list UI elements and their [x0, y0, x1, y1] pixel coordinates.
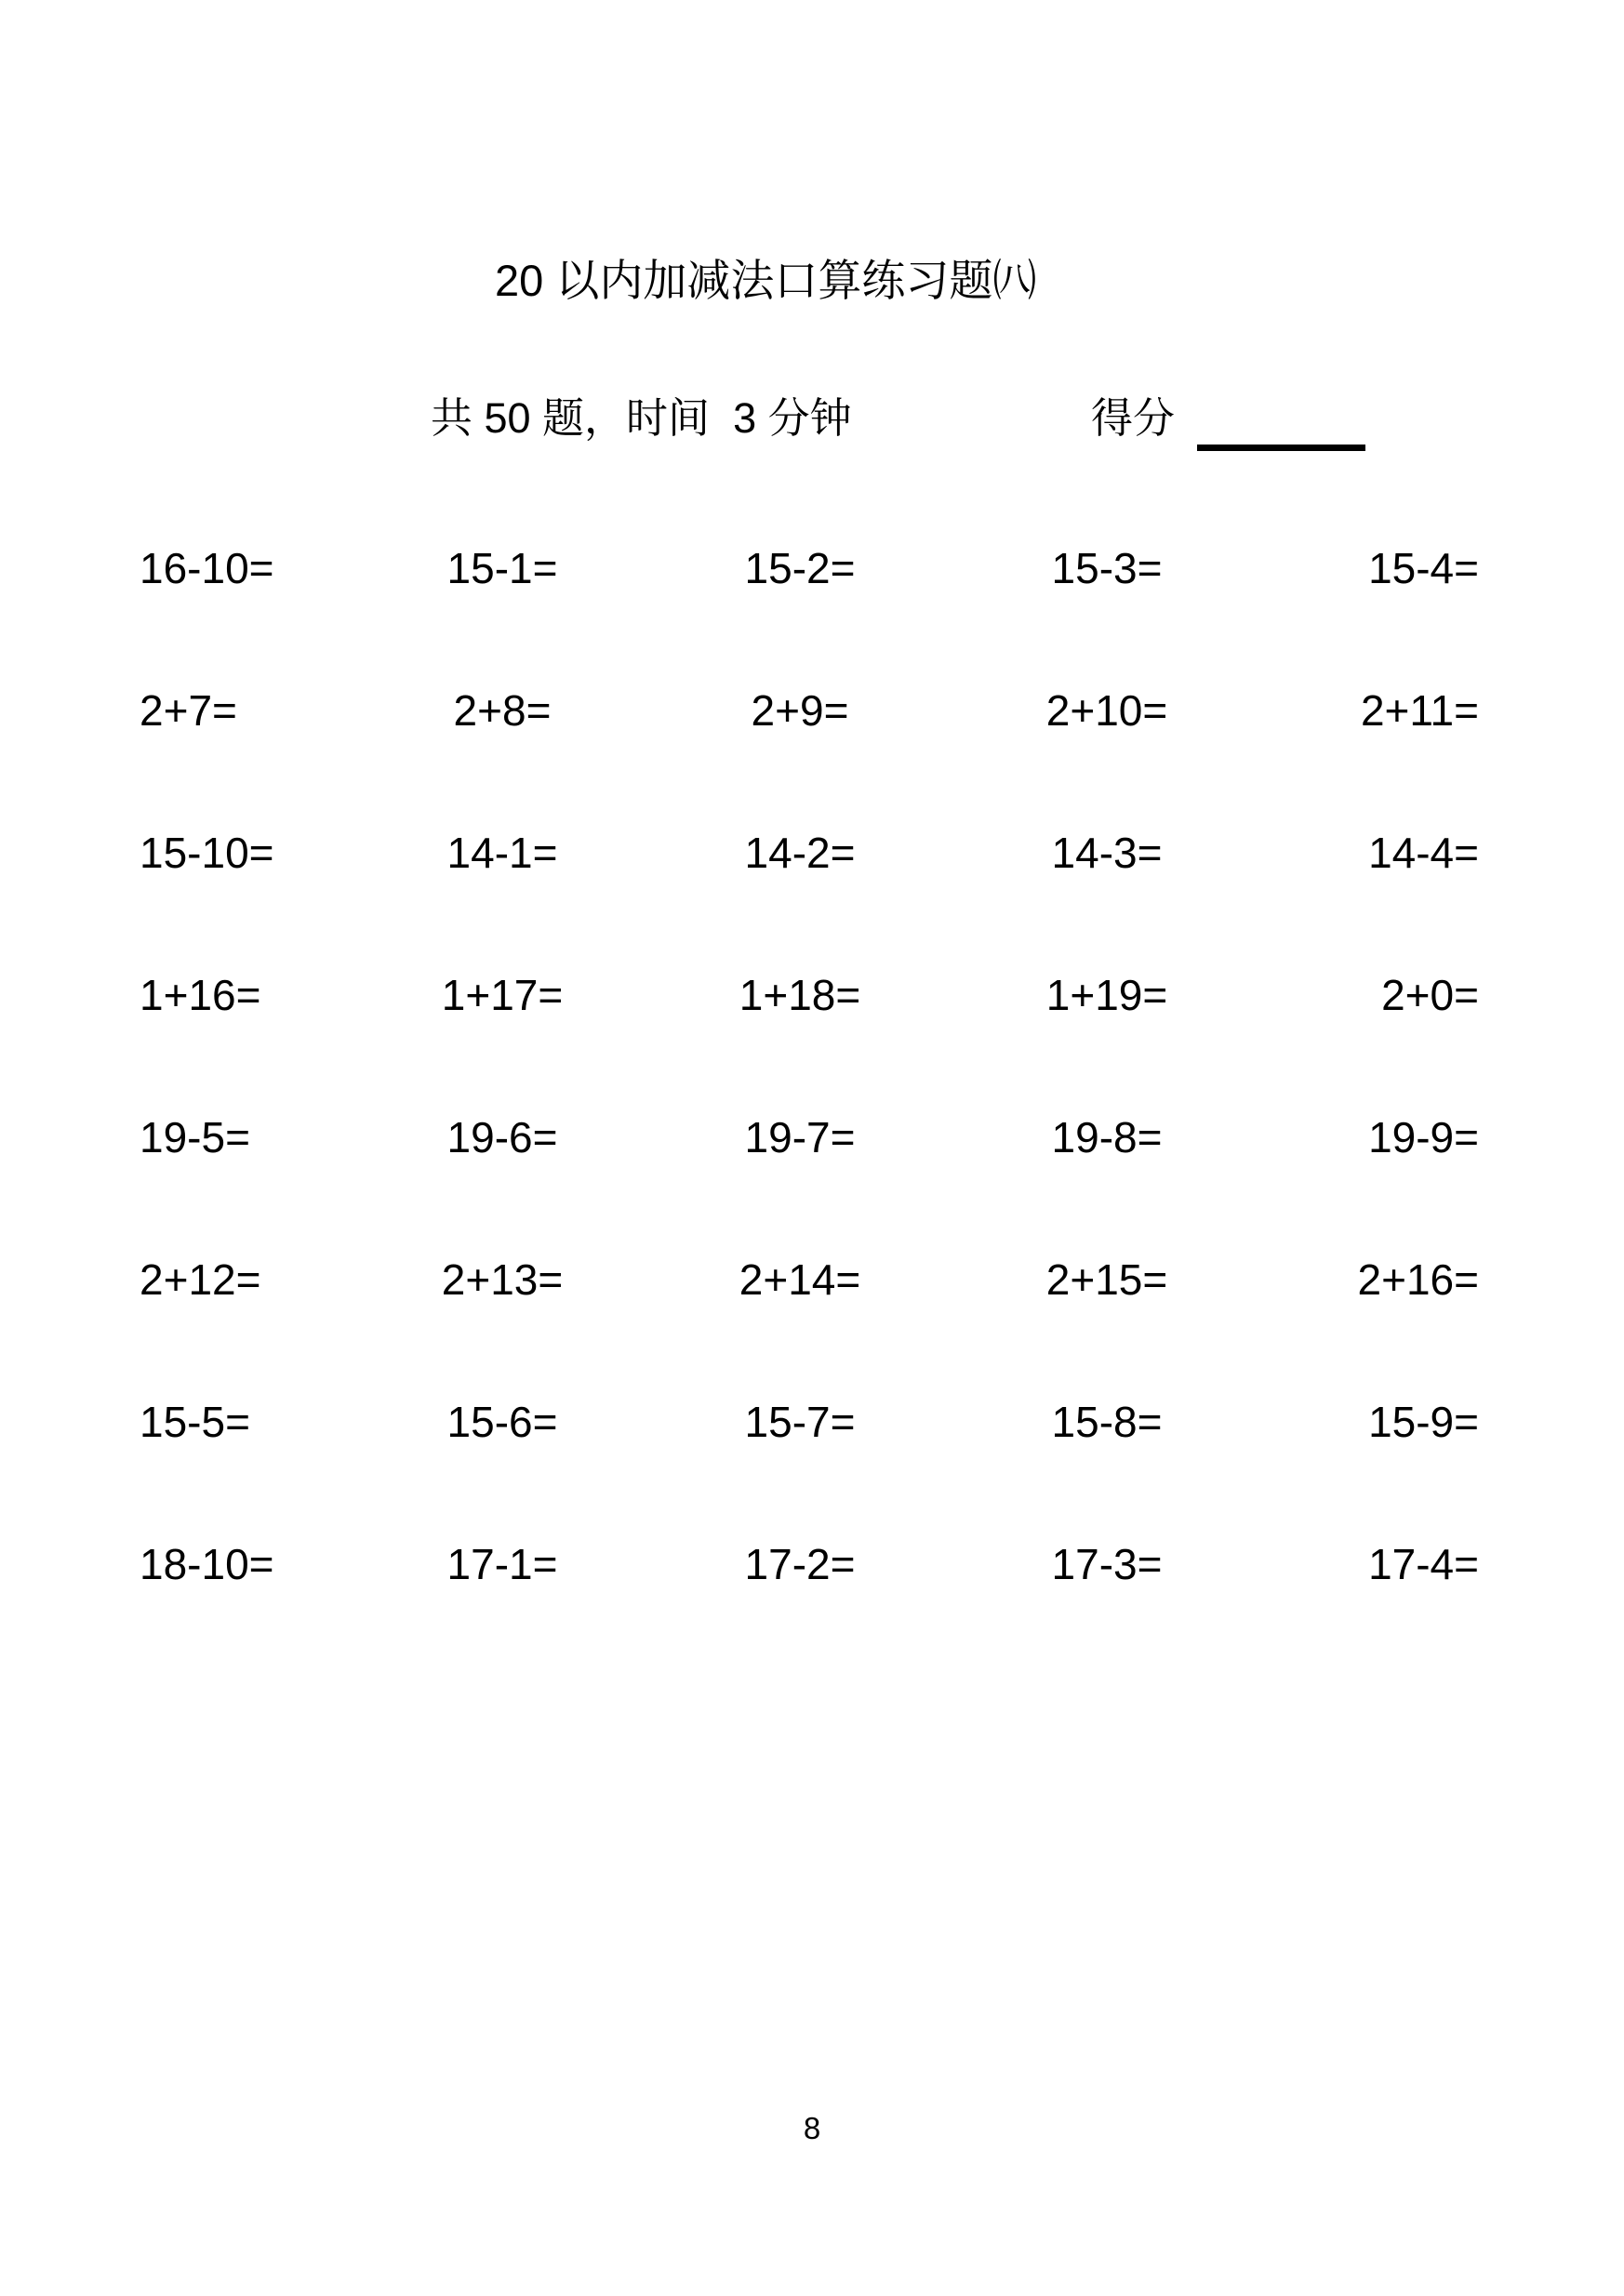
problem-cell: 2+11= [1360, 685, 1479, 735]
page-number: 8 [803, 2111, 821, 2145]
problem-cell: 15-8= [1051, 1397, 1163, 1446]
problem-cell: 17-1= [446, 1539, 558, 1588]
problem-cell: 17-4= [1368, 1539, 1479, 1588]
problem-cell: 15-3= [1051, 543, 1163, 592]
problem-cell: 19-5= [140, 1112, 250, 1161]
problem-cell: 18-10= [140, 1539, 274, 1588]
quiz-summary: 共 50 题，时间 3 分钟 [431, 394, 852, 442]
problem-cell: 2+7= [140, 685, 237, 735]
problem-cell: 2+13= [441, 1254, 564, 1304]
problem-cell: 15-4= [1368, 543, 1479, 592]
problem-cell: 15-5= [140, 1397, 250, 1446]
problem-cell: 15-10= [140, 828, 274, 877]
problem-cell: 1+16= [140, 970, 261, 1019]
problem-cell: 19-7= [744, 1112, 856, 1161]
score-label: 得分 [1091, 394, 1176, 442]
problem-cell: 2+0= [1381, 970, 1479, 1019]
problem-cell: 2+14= [739, 1254, 861, 1304]
problem-row [140, 923, 1479, 1066]
problem-cell: 16-10= [140, 543, 274, 592]
problem-cell: 17-2= [744, 1539, 856, 1588]
problem-cell: 19-6= [446, 1112, 558, 1161]
problem-cell: 15-6= [446, 1397, 558, 1446]
problem-cell: 2+9= [751, 685, 849, 735]
problem-row [140, 1493, 1479, 1635]
problem-cell: 1+19= [1045, 970, 1168, 1019]
problem-cell: 14-3= [1051, 828, 1163, 877]
problem-cell: 2+10= [1045, 685, 1168, 735]
problem-row [140, 497, 1479, 639]
problem-cell: 14-1= [446, 828, 558, 877]
problems-grid [140, 497, 1479, 1635]
problem-cell: 15-1= [446, 543, 558, 592]
problem-cell: 2+12= [140, 1254, 261, 1304]
problem-row [140, 1350, 1479, 1493]
problem-cell: 19-8= [1051, 1112, 1163, 1161]
problem-cell: 19-9= [1368, 1112, 1479, 1161]
problem-cell: 2+8= [453, 685, 552, 735]
problem-cell: 17-3= [1051, 1539, 1163, 1588]
problem-cell: 2+16= [1357, 1254, 1479, 1304]
problem-cell: 2+15= [1045, 1254, 1168, 1304]
score-blank-line [1197, 445, 1365, 451]
problem-cell: 14-4= [1368, 828, 1479, 877]
problem-row [140, 1066, 1479, 1208]
problem-cell: 1+17= [441, 970, 564, 1019]
problem-row [140, 639, 1479, 781]
problem-row [140, 1208, 1479, 1350]
page-title: 20 以内加减法口算练习题㈧ [495, 256, 1037, 305]
problem-cell: 15-7= [744, 1397, 856, 1446]
problem-row [140, 781, 1479, 923]
problem-cell: 14-2= [744, 828, 856, 877]
problem-cell: 15-9= [1368, 1397, 1479, 1446]
problem-cell: 15-2= [744, 543, 856, 592]
problem-cell: 1+18= [739, 970, 861, 1019]
